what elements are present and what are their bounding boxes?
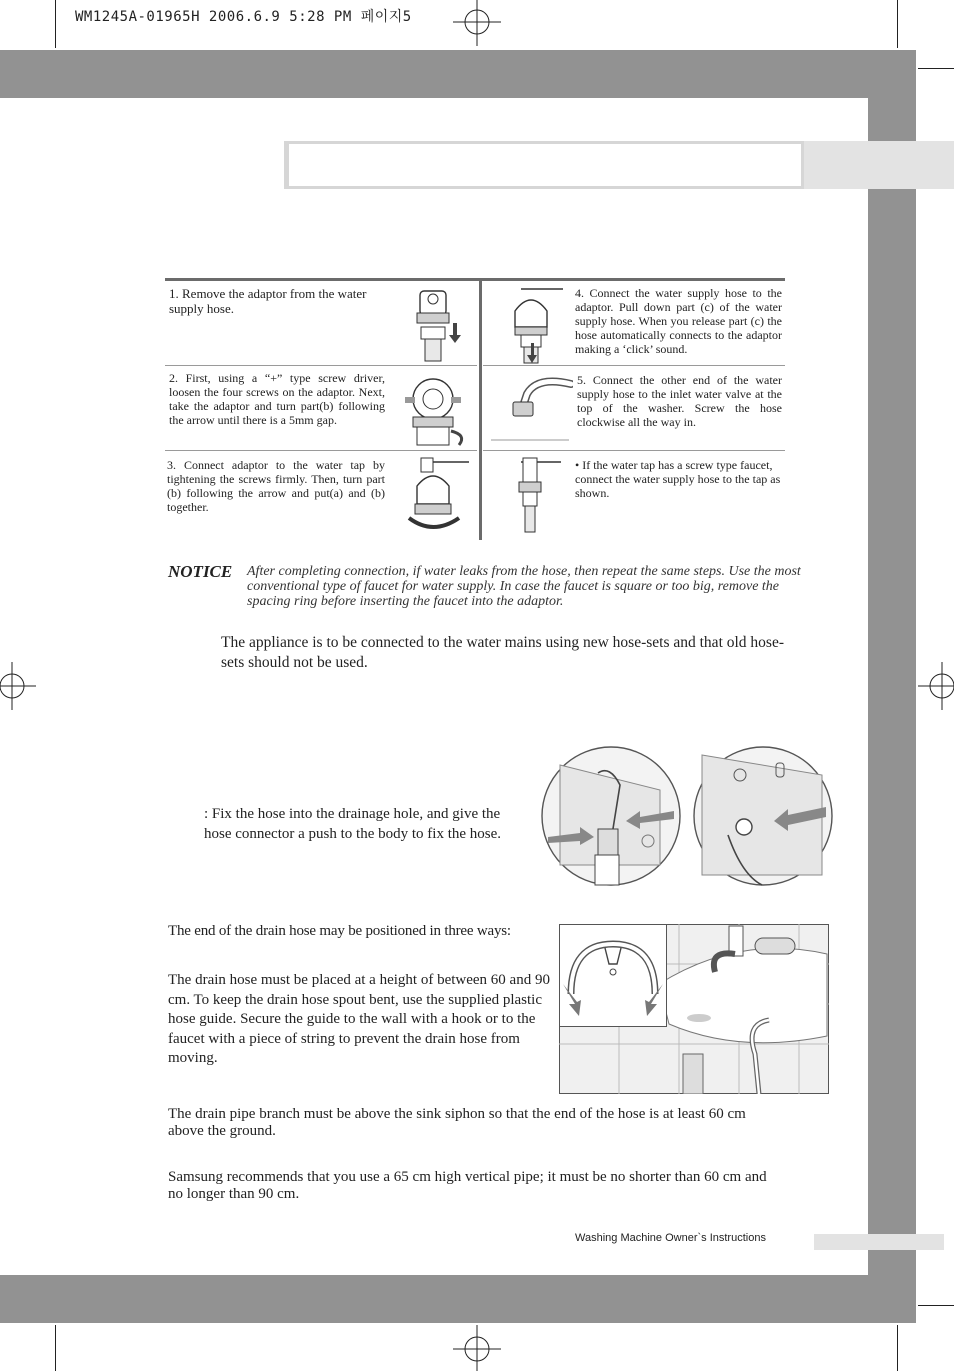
- right-band: [868, 50, 916, 1323]
- crop-mark: [897, 1325, 898, 1371]
- crop-mark: [55, 0, 56, 48]
- footer-text: Washing Machine Owner`s Instructions: [575, 1232, 766, 1244]
- steps-table: [165, 278, 785, 540]
- bottom-band: [0, 1275, 916, 1323]
- crop-mark: [918, 68, 954, 69]
- drain-hose-push-icon: [692, 745, 834, 887]
- footer-tab: [814, 1234, 944, 1250]
- step-3-text: 3. Connect adaptor to the water tap by tightening the screws firmly. Then, turn part (b) following the arrow and put(a) and (b) together.: [167, 458, 385, 514]
- top-band: [0, 50, 916, 98]
- drain-fix-text: : Fix the hose into the drainage hole, and give the hose connector a push to the body to fix the hose.: [204, 806, 502, 842]
- vertical-pipe-text: Samsung recommends that you use a 65 cm high vertical pipe; it must be no shorter than 60 cm and no longer than 90 cm.: [168, 1169, 767, 1202]
- notice-title: NOTICE: [168, 562, 233, 581]
- registration-mark-icon: [0, 662, 36, 710]
- notice-body: After completing connection, if water leaks from the hose, then repeat the same steps. Use the most conventional type of faucet for water supply. In case the faucet is square or too big, remove the spacing ring before inserting the faucet into the adaptor.: [247, 564, 801, 609]
- registration-mark-icon: [453, 0, 501, 48]
- crop-mark: [918, 1305, 954, 1306]
- crop-mark: [55, 1325, 56, 1371]
- step-1-text: 1. Remove the adaptor from the water supply hose.: [169, 286, 367, 316]
- title-tab: [804, 141, 954, 189]
- hose-set-note: The appliance is to be connected to the water mains using new hose-sets and that old hose-sets should not be used.: [221, 634, 785, 671]
- registration-mark-icon: [918, 662, 954, 710]
- drain-ways-text: The end of the drain hose may be positioned in three ways:: [168, 923, 511, 939]
- drain-height-text: The drain hose must be placed at a height of between 60 and 90 cm. To keep the drain hose spout bent, use the supplied plastic hose guide. Secure the guide to the wall with a hook or to the faucet with a piece of string to prevent the drain hose from moving.: [168, 972, 550, 1066]
- inlet-valve-icon: [487, 370, 573, 442]
- step-2-text: 2. First, using a “+” type screw driver, loosen the four screws on the adaptor. Next, take the adaptor and turn part(b) following the arrow until there is a 5mm gap.: [169, 371, 385, 427]
- screwdriver-adaptor-icon: [397, 373, 475, 449]
- title-bar: [289, 144, 801, 186]
- adaptor-removal-icon: [405, 283, 475, 365]
- step-4-text: 4. Connect the water supply hose to the adaptor. Pull down part (c) of the water supply hose. When you release part (c) the hose automatically connects to the adaptor making a ‘click’ sound.: [575, 286, 782, 356]
- step-6-text: • If the water tap has a screw type faucet, connect the water supply hose to the tap as shown.: [575, 458, 781, 500]
- crop-mark: [897, 0, 898, 48]
- tap-adaptor-icon: [397, 456, 475, 536]
- drain-pipe-text: The drain pipe branch must be above the sink siphon so that the end of the hose is at least 60 cm above the ground.: [168, 1106, 746, 1139]
- drain-hose-fix-icon: [540, 745, 682, 887]
- sink-drain-icon: [559, 924, 829, 1094]
- registration-mark-icon: [453, 1323, 501, 1371]
- step-5-text: 5. Connect the other end of the water supply hose to the inlet water valve at the top of the washer. Screw the hose clockwise all the way in.: [577, 373, 782, 429]
- hose-connect-icon: [501, 283, 569, 365]
- screw-faucet-icon: [501, 454, 569, 536]
- print-info: WM1245A-01965H 2006.6.9 5:28 PM 페이지5: [75, 9, 412, 25]
